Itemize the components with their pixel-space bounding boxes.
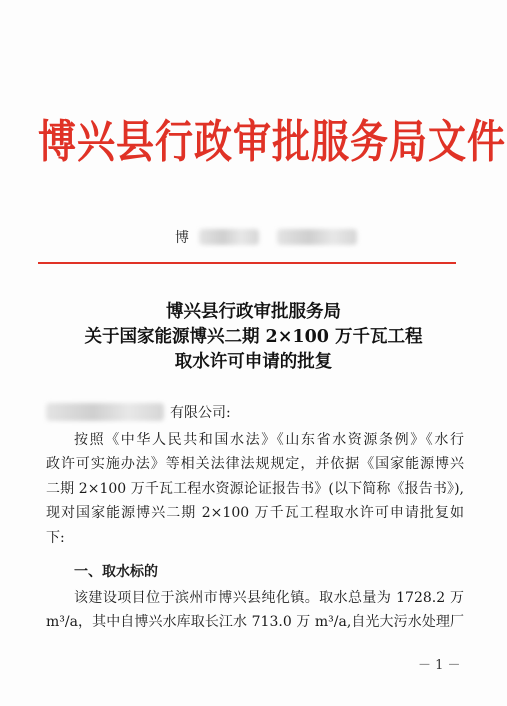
addressee-suffix: 有限公司:: [170, 405, 231, 421]
document-header-title: 博兴县行政审批服务局文件: [38, 114, 507, 168]
paragraph-1-line: 下:: [46, 529, 65, 546]
paragraph-1: [46, 428, 464, 550]
document-title: [0, 300, 507, 375]
paragraph-1-line: 政许可实施办法》等相关法律法规规定，并依据《国家能源博兴: [46, 456, 464, 473]
page-number: － 1 －: [418, 658, 461, 673]
title-line-1: 博兴县行政审批服务局: [166, 302, 341, 322]
paragraph-2-line: m³/a，其中自博兴水库取长江水 713.0 万 m³/a,自光大污水处理厂: [46, 614, 464, 631]
paragraph-2: [46, 586, 464, 635]
document-number: [175, 227, 357, 247]
addressee: [46, 402, 231, 422]
redacted-number-part-2: [277, 229, 357, 245]
redacted-company-name: [46, 403, 164, 421]
paragraph-1-line: 现对国家能源博兴二期 2×100 万千瓦工程取水许可申请批复如: [46, 505, 464, 522]
title-line-2: 关于国家能源博兴二期 2×100 万千瓦工程: [84, 327, 423, 347]
paragraph-1-line: 按照《中华人民共和国水法》《山东省水资源条例》《水行: [74, 432, 464, 448]
redacted-number-part-1: [199, 229, 259, 245]
paragraph-1-line: 二期 2×100 万千瓦工程水资源论证报告书》(以下简称《报告书》),: [46, 480, 464, 497]
header-divider: [38, 262, 456, 264]
section-1-heading: 一、取水标的: [74, 564, 158, 580]
title-line-3: 取水许可申请的批复: [174, 352, 333, 372]
paragraph-2-line: 该建设项目位于滨州市博兴县纯化镇。取水总量为 1728.2 万: [74, 590, 464, 606]
document-number-prefix: 博: [175, 230, 189, 246]
